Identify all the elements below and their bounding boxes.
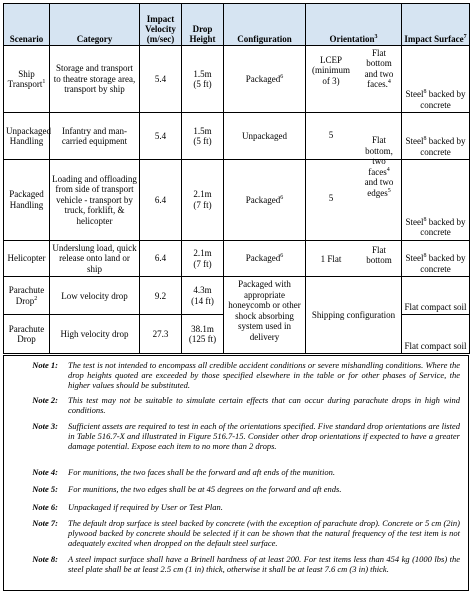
note-text: For munitions, the two edges shall be at 45 degrees on the forward and aft ends. [68, 484, 342, 494]
orientation-detail-sup5: 5 [387, 187, 391, 194]
cell-height [182, 240, 224, 277]
configuration-sup: 6 [280, 73, 284, 80]
cell-orientation [306, 113, 402, 198]
surface-rest: backed by concrete [420, 216, 466, 238]
surface-rest: backed by concrete [420, 89, 466, 110]
cell-configuration: Packaged with appropriate honeycomb or other shock absorbing system used in delivery [224, 277, 306, 354]
impact-surface-text [404, 136, 467, 157]
cell-scenario [4, 277, 50, 315]
table-row [4, 160, 470, 241]
orientation-detail: Flat bottom, two faces$^4$ and two edges$^5$ [364, 135, 394, 198]
height-ft: (125 ft) [188, 334, 217, 345]
surface-sup: 8 [423, 89, 427, 96]
note-text: For munitions, the two faces shall be the forward and aft ends of the munition. [68, 467, 335, 477]
cell-height [182, 160, 224, 241]
header-drop-height: Drop Height [182, 4, 224, 46]
cell-orientation [306, 240, 402, 277]
cell-configuration [224, 45, 306, 112]
configuration-text: Packaged [245, 253, 281, 264]
table-row [4, 240, 470, 277]
header-orientation [306, 4, 402, 46]
note-text: The test is not intended to encompass all credible accident conditions or severe mishandling conditions. Where the drop heights quoted are exceeded by those specified elsewhere in the table or for other phases of Service, the higher values should be substituted. [68, 360, 460, 390]
note-label: Note 6: [32, 502, 58, 512]
orientation-detail: Flat bottom [366, 244, 392, 266]
cell-category: Low velocity drop [50, 277, 140, 315]
surface-word: Steel [405, 216, 424, 227]
surface-word: Steel [405, 253, 424, 264]
surface-word: Steel [405, 89, 424, 100]
orientation-detail-text: Flat bottom and two faces. [364, 47, 394, 90]
cell-impact-surface [402, 315, 470, 354]
header-scenario: Scenario [4, 4, 50, 46]
cell-velocity: 6.4 [140, 240, 182, 277]
note-label: Note 1: [32, 360, 58, 370]
height-m: 2.1m [193, 248, 212, 259]
configuration-text: Packaged [245, 73, 281, 84]
cell-orientation [306, 160, 402, 241]
table-row [4, 113, 470, 160]
impact-surface-text: Flat compact soil [404, 301, 467, 312]
drop-test-table [3, 3, 470, 354]
cell-scenario [4, 45, 50, 112]
surface-rest: backed by concrete [420, 136, 466, 157]
cell-scenario: Helicopter [4, 240, 50, 277]
surface-word: Steel [405, 136, 424, 147]
height-ft: (7 ft) [193, 258, 212, 269]
orientation-detail-sup4: 4 [386, 166, 390, 173]
configuration-text: Packaged [245, 194, 281, 205]
cell-velocity: 9.2 [140, 277, 182, 315]
surface-sup: 8 [423, 216, 427, 223]
notes-box [3, 355, 469, 591]
cell-impact-surface [402, 277, 470, 315]
note-text: Unpackaged if required by User or Test Plan. [68, 502, 223, 512]
cell-scenario: Parachute Drop [4, 315, 50, 354]
surface-sup: 8 [423, 253, 427, 260]
height-m: 2.1m [193, 189, 212, 200]
header-impact-surface-text: Impact Surface [404, 33, 464, 44]
cell-velocity: 6.4 [140, 160, 182, 241]
height-m: 1.5m [193, 68, 212, 79]
cell-configuration [224, 240, 306, 277]
table-row [4, 45, 470, 112]
cell-configuration [224, 160, 306, 241]
cell-impact-surface [402, 240, 470, 277]
scenario-sup: 1 [42, 79, 46, 85]
note-label: Note 3: [32, 421, 58, 431]
surface-rest: backed by concrete [420, 253, 466, 274]
height-m: 1.5m [193, 125, 212, 136]
orientation-detail-sup: 4 [387, 79, 391, 86]
impact-surface-text [404, 217, 467, 238]
height-m: 4.3m [193, 285, 212, 296]
note-text: The default drop surface is steel backed by concrete (with the exception of parachute drop). Concrete or 5 cm (2in) plywood backed by concrete should be selected if it can be shown that the natural frequency of the test item is not adequately excited when dropped on the default steel surface. [68, 518, 460, 548]
header-orientation-text: Orientation [329, 33, 375, 44]
impact-surface-text [404, 89, 467, 110]
note-label: Note 4: [32, 467, 58, 477]
header-impact-surface-sup: 7 [463, 33, 467, 40]
table-row [4, 277, 470, 315]
cell-impact-surface [402, 113, 470, 160]
scenario-text: Ship Transport [7, 68, 43, 89]
cell-category: High velocity drop [50, 315, 140, 354]
cell-velocity: 27.3 [140, 315, 182, 354]
cell-scenario: Packaged Handling [4, 160, 50, 241]
cell-height [182, 113, 224, 160]
note-text: This test may not be suitable to simulate certain effects that can occur during parachute drops in high wind conditions. [68, 395, 460, 415]
cell-height [182, 315, 224, 354]
configuration-sup: 6 [280, 194, 284, 201]
cell-height [182, 45, 224, 112]
cell-category: Underslung load, quick release onto land or ship [50, 240, 140, 277]
height-m: 38.1m [191, 323, 214, 334]
orientation-detail [360, 48, 398, 90]
cell-category: Storage and transport to theatre storage area, transport by ship [50, 45, 140, 112]
height-ft: (14 ft) [191, 295, 214, 306]
impact-surface-text: Flat compact soil [404, 340, 467, 351]
header-impact-surface [402, 4, 470, 46]
cell-configuration: Unpackaged [224, 113, 306, 160]
height-ft: (7 ft) [193, 199, 212, 210]
impact-surface-text [404, 253, 467, 274]
header-category: Category [50, 4, 140, 46]
cell-scenario: Unpackaged Handling [4, 113, 50, 160]
note-label: Note 8: [32, 554, 58, 564]
header-configuration: Configuration [224, 4, 306, 46]
height-ft: (5 ft) [193, 79, 212, 89]
note-label: Note 2: [32, 395, 58, 405]
cell-orientation [306, 45, 402, 112]
scenario-text: Parachute Drop [8, 285, 45, 306]
scenario-sup: 2 [34, 295, 38, 302]
note-label: Note 5: [32, 484, 58, 494]
cell-impact-surface [402, 160, 470, 241]
note-label: Note 7: [32, 518, 58, 528]
surface-sup: 8 [423, 136, 427, 143]
cell-velocity: 5.4 [140, 45, 182, 112]
orientation-main: 1 Flat [320, 253, 342, 264]
header-orientation-sup: 3 [374, 33, 378, 40]
orientation-main: 5 [328, 193, 334, 204]
cell-orientation: Shipping configuration [306, 277, 402, 354]
height-ft: (5 ft) [193, 136, 212, 147]
orientation-main: 5 [328, 130, 334, 141]
note-text: A steel impact surface shall have a Brinell hardness of at least 200. For test items less than 454 kg (1000 lbs) the steel plate shall be at least 2.5 cm (1 in) thick, otherwise it shall be at least 7.6 cm (3 in) thick. [68, 554, 460, 574]
cell-impact-surface [402, 45, 470, 112]
cell-category: Infantry and man-carried equipment [50, 113, 140, 160]
orientation-main: LCEP (minimum of 3) [312, 54, 350, 86]
cell-category: Loading and offloading from side of transport vehicle - transport by truck, forklift, & helicopter [50, 160, 140, 241]
note-text: Sufficient assets are required to test in each of the orientations specified. Five standard drop orientations are listed in Table 516.7-X and illustrated in Figure 516.7-15. Consider other drop orientations if expected to have a greater damage potential. Expose each item to no more than 2 drops. [68, 421, 460, 451]
header-row [4, 4, 470, 46]
header-impact-velocity: Impact Velocity (m/sec) [140, 4, 182, 46]
configuration-sup: 6 [280, 253, 284, 260]
cell-height [182, 277, 224, 315]
cell-velocity: 5.4 [140, 113, 182, 160]
